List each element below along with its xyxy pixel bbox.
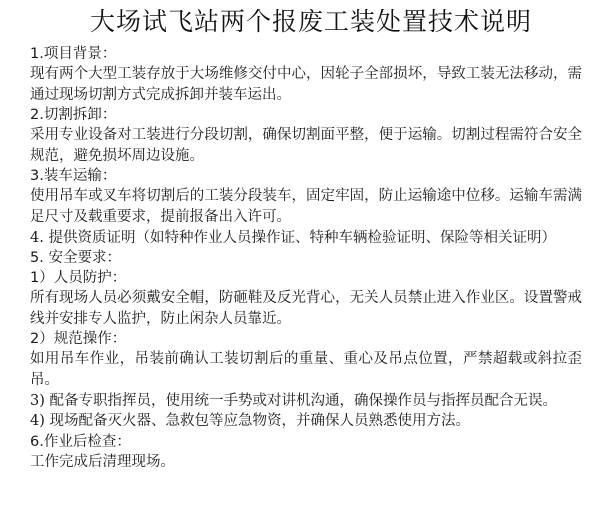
section-body: 采用专业设备对工装进行分段切割，确保切割面平整，便于运输。切割过程需符合安全规范，避免损坏周边设施。 — [30, 127, 582, 164]
section-project-background — [30, 44, 582, 105]
section-heading: 2）规范操作： — [30, 331, 127, 348]
section-safety-requirements — [30, 248, 582, 268]
section-heading: 3) 配备专职指挥员，使用统一手势或对讲机沟通，确保操作员与指挥员配合无误。 — [30, 392, 557, 409]
section-loading-transport — [30, 166, 582, 227]
section-body: 如用吊车作业，吊装前确认工装切割后的重量、重心及吊点位置，严禁超载或斜拉歪吊。 — [30, 351, 582, 388]
subsection-emergency-supplies — [30, 411, 582, 432]
section-heading: 2.切割拆卸： — [30, 107, 117, 124]
section-body: 使用吊车或叉车将切割后的工装分段装车，固定牢固，防止运输途中位移。运输车需满足尺寸及载重要求，提前报备出入许可。 — [30, 188, 582, 225]
section-heading: 3.装车运输： — [30, 168, 117, 185]
section-heading: 6.作业后检查： — [30, 433, 131, 450]
section-heading: 1.项目背景： — [30, 46, 117, 62]
subsection-standard-operation — [30, 329, 582, 390]
section-post-work-inspection — [30, 432, 582, 473]
document-title: 大场试飞站两个报废工装处置技术说明 — [89, 7, 532, 36]
section-heading: 4) 现场配备灭火器、急救包等应急物资，并确保人员熟悉使用方法。 — [30, 413, 470, 430]
section-body: 工作完成后清理现场。 — [30, 453, 175, 470]
section-body: 所有现场人员必须戴安全帽，防砸鞋及反光背心，无关人员禁止进入作业区。设置警戒线并安排专人监护，防止闲杂人员靠近。 — [30, 290, 582, 327]
subsection-personnel-protection — [30, 268, 582, 329]
section-heading: 5. 安全要求： — [30, 250, 121, 267]
section-body: 现有两个大型工装存放于大场维修交付中心，因轮子全部损坏，导致工装无法移动，需通过现场切割方式完成拆卸并装车运出。 — [30, 66, 582, 103]
subsection-commander — [30, 391, 582, 412]
section-heading: 4. 提供资质证明（如特种作业人员操作证、特种车辆检验证明、保险等相关证明） — [30, 229, 556, 246]
section-qualification-proof — [30, 228, 582, 249]
section-cutting-dismantling — [30, 105, 582, 166]
section-heading: 1）人员防护： — [30, 270, 127, 287]
